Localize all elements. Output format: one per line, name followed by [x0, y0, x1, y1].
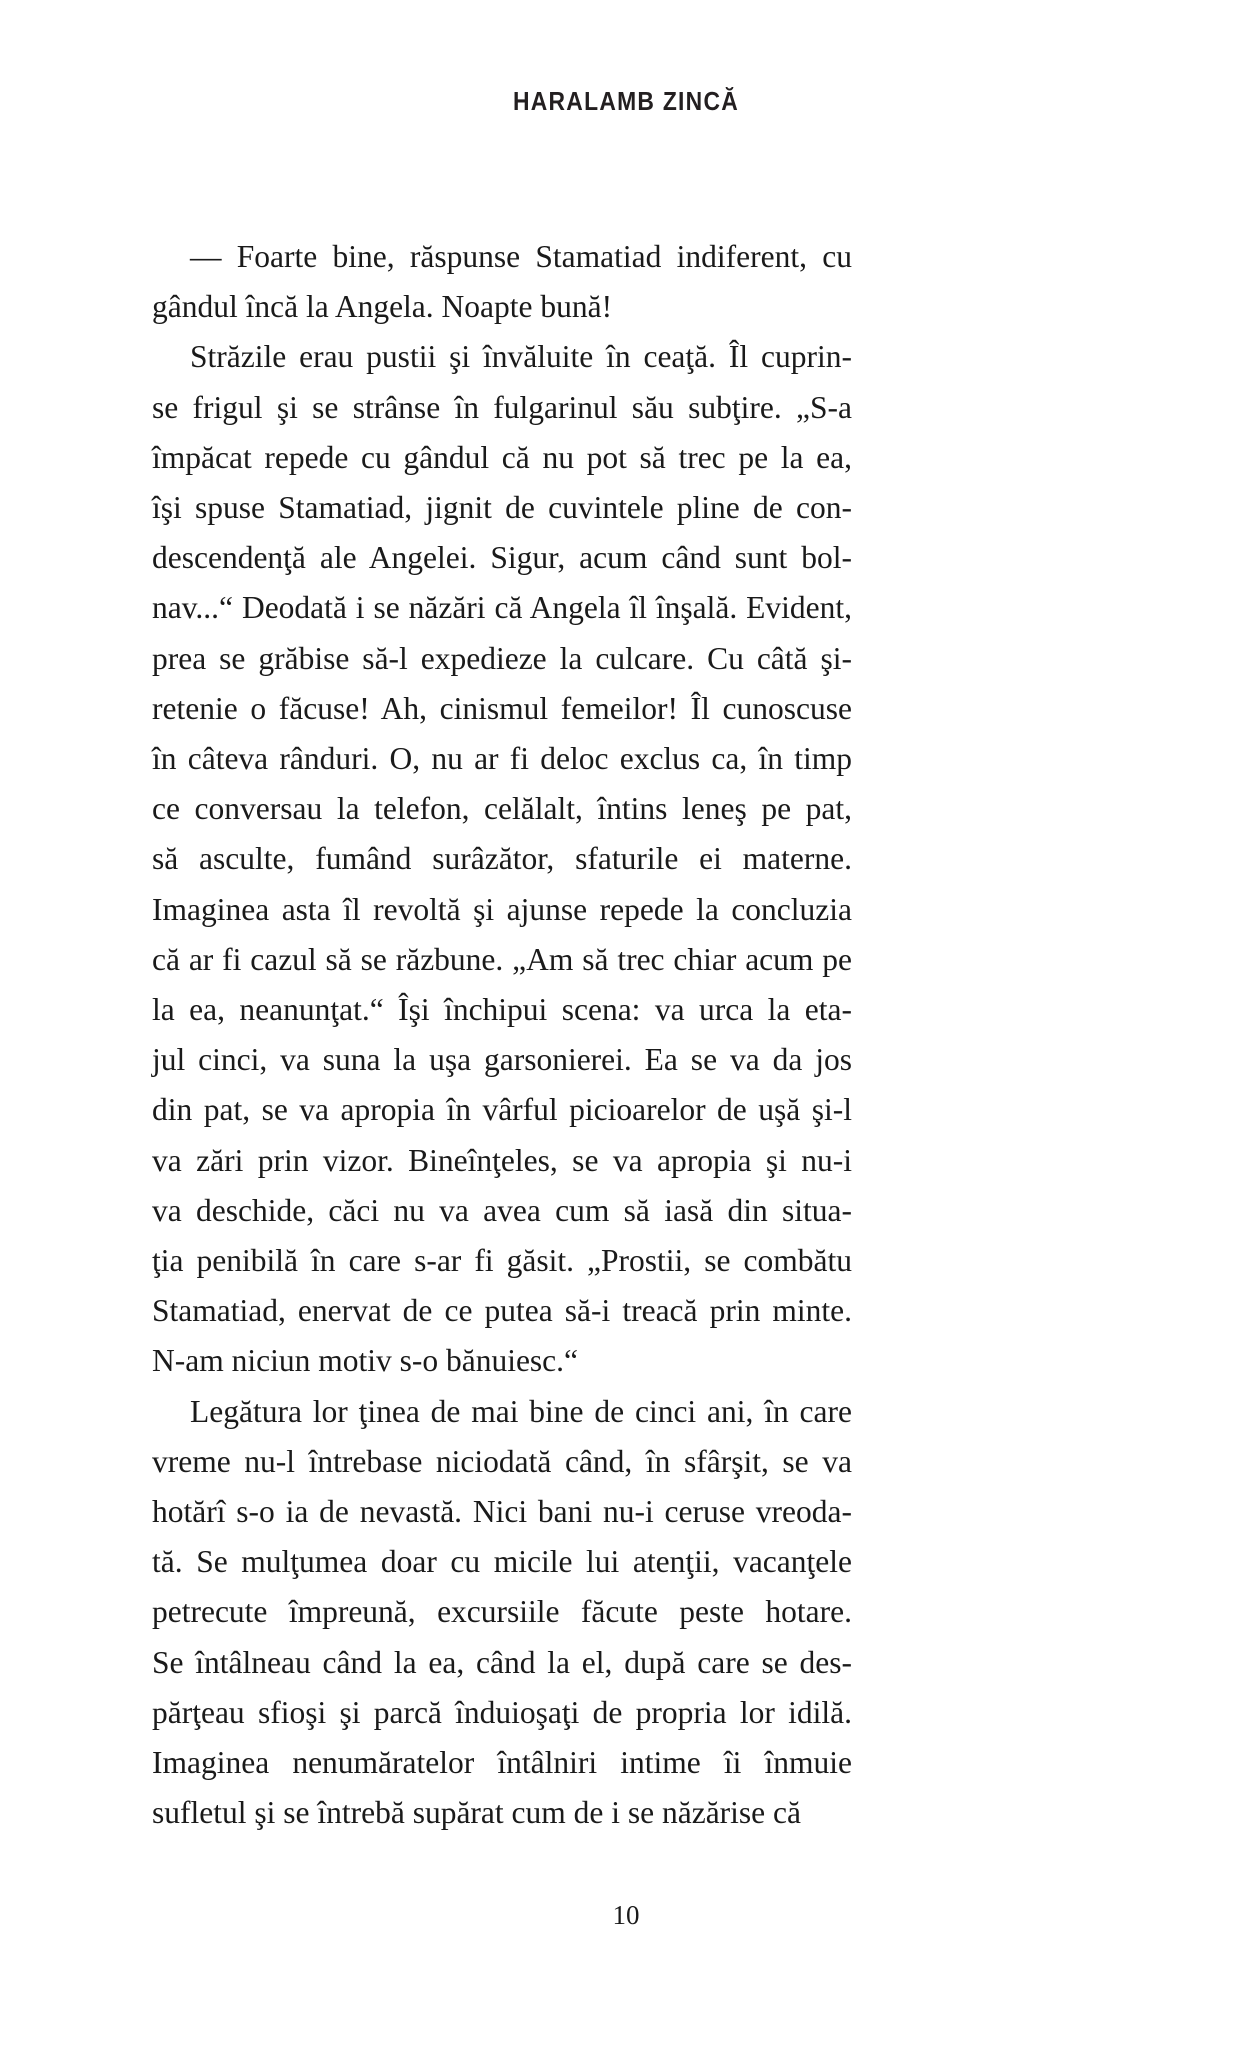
text-line: descendenţă ale Angelei. Sigur, acum când sunt bol- [152, 540, 852, 576]
running-head: HARALAMB ZINCĂ [512, 86, 740, 116]
text-line: Imaginea nenumăratelor întâlniri intime îi înmuie [152, 1745, 852, 1781]
text-line: Se întâlneau când la ea, când la el, după care se des- [152, 1644, 852, 1680]
text-line: Stamatiad, enervat de ce putea să-i treacă prin minte. [152, 1293, 852, 1329]
text-line: hotărî s-o ia de nevastă. Nici bani nu-i ceruse vreoda- [152, 1494, 852, 1530]
text-line: nav...“ Deodată i se năzări că Angela îl înşală. Evident, [152, 590, 852, 626]
text-line: se frigul şi se strânse în fulgarinul său subţire. „S-a [152, 389, 852, 425]
text-line: retenie o făcuse! Ah, cinismul femeilor! Îl cunoscuse [152, 690, 852, 726]
text-line: ce conversau la telefon, celălalt, întins leneş pe pat, [152, 791, 852, 827]
text-line: petrecute împreună, excursiile făcute peste hotare. [152, 1594, 852, 1630]
page-number: 10 [612, 1900, 640, 1930]
paragraph [152, 232, 852, 332]
text-line: să asculte, fumând surâzător, sfaturile ei materne. [152, 841, 852, 877]
text-line: Străzile erau pustii şi învăluite în ceaţă. Îl cuprin- [190, 339, 852, 375]
text-line: prea se grăbise să-l expedieze la culcare. Cu câtă şi- [152, 640, 852, 676]
text-line: tă. Se mulţumea doar cu micile lui atenţii, vacanţele [152, 1544, 852, 1580]
text-line: vreme nu-l întrebase niciodată când, în sfârşit, se va [152, 1443, 852, 1479]
text-line: sufletul şi se întrebă supărat cum de i se năzărise că [152, 1795, 801, 1831]
text-line: din pat, se va apropia în vârful picioarelor de uşă şi-l [152, 1092, 852, 1128]
text-line: va deschide, căci nu va avea cum să iasă din situa- [152, 1192, 852, 1228]
paragraph [152, 332, 852, 1386]
text-line: ţia penibilă în care s-ar fi găsit. „Prostii, se combătu [152, 1243, 852, 1279]
body-text-block [152, 232, 852, 1839]
text-line: — Foarte bine, răspunse Stamatiad indiferent, cu [190, 239, 852, 274]
text-line: va zări prin vizor. Bineînţeles, se va apropia şi nu-i [152, 1142, 852, 1178]
text-line: Imaginea asta îl revoltă şi ajunse repede la concluzia [152, 891, 852, 927]
text-line: că ar fi cazul să se răzbune. „Am să trec chiar acum pe [152, 941, 852, 977]
text-line: în câteva rânduri. O, nu ar fi deloc exclus ca, în timp [152, 741, 852, 777]
paragraph [152, 1387, 852, 1839]
text-line: gândul încă la Angela. Noapte bună! [152, 289, 613, 325]
text-line: jul cinci, va suna la uşa garsonierei. Ea se va da jos [152, 1042, 852, 1078]
text-line: N-am niciun motiv s-o bănuiesc.“ [152, 1343, 579, 1379]
text-line: Legătura lor ţinea de mai bine de cinci ani, în care [190, 1393, 852, 1429]
text-line: îşi spuse Stamatiad, jignit de cuvintele pline de con- [152, 490, 852, 526]
text-line: părţeau sfioşi şi parcă înduioşaţi de propria lor idilă. [152, 1694, 852, 1730]
text-line: împăcat repede cu gândul că nu pot să trec pe la ea, [152, 439, 852, 475]
text-line: la ea, neanunţat.“ Îşi închipui scena: va urca la eta- [152, 992, 852, 1028]
